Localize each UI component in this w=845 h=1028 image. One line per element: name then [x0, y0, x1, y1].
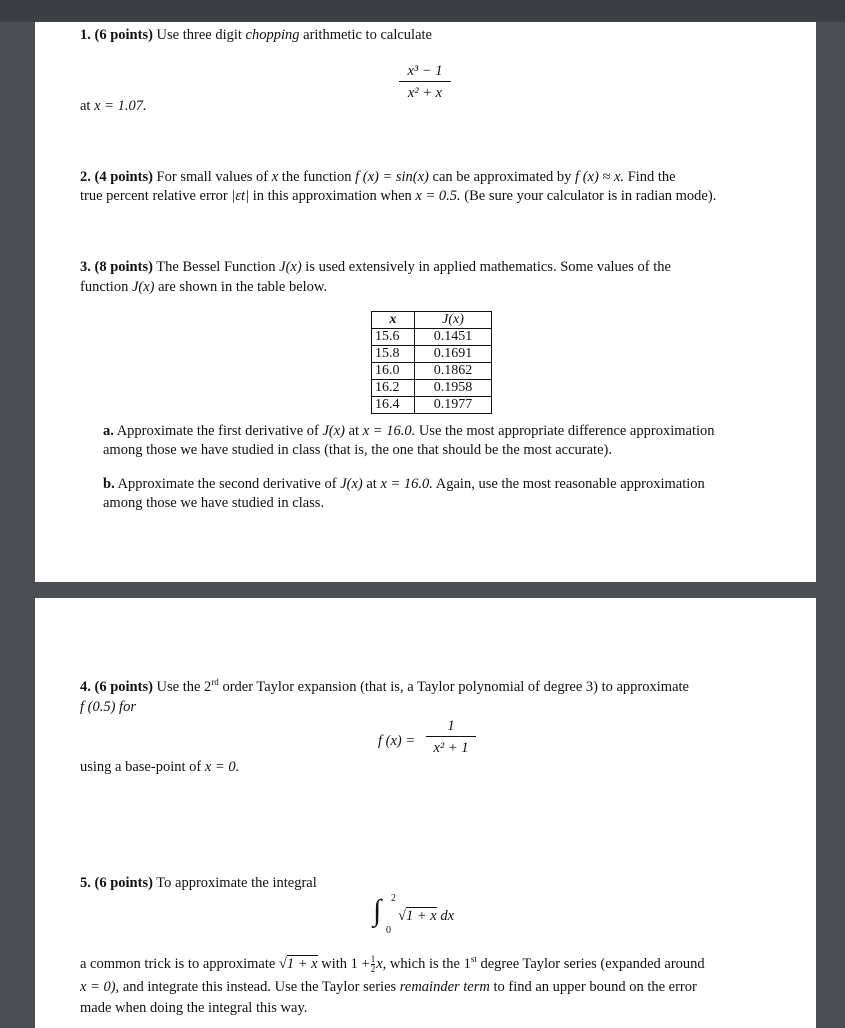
- bessel-header-j: J(x): [415, 312, 492, 329]
- sqrt-icon: √: [278, 956, 287, 972]
- question-3-line-1: [80, 258, 671, 276]
- q2-text-1f: f (x) ≈ x.: [575, 169, 625, 185]
- q5-p-1f: which is the 1: [389, 956, 471, 972]
- q5-p-1d: with 1 +: [321, 956, 370, 972]
- q3b-text-1e: Again, use the most reasonable approximation: [435, 476, 705, 492]
- q3b-text-1b: J(x): [340, 476, 363, 492]
- q5-p-sup: st: [470, 954, 477, 965]
- table-row: [372, 363, 492, 380]
- q2-text-2a: true percent relative error: [80, 188, 228, 204]
- q3a-line-2: among those we have studied in class (that is, the one that should be the most accurate).: [103, 442, 612, 458]
- q3-text-2c: are shown in the table below.: [158, 279, 328, 295]
- q2-text-1d: f (x) = sin(x): [355, 169, 429, 185]
- q3b-line-1: [103, 475, 705, 493]
- q5-p-1a: a common trick is to approximate: [80, 956, 276, 972]
- q4-fraction: [426, 717, 476, 757]
- table-cell-x: 16.4: [372, 397, 415, 414]
- q5-p-2d: to find an upper bound on the error: [493, 979, 697, 995]
- q3-text-2b: J(x): [131, 279, 155, 295]
- q4-base-b: x = 0.: [204, 759, 240, 775]
- q4-line-2: f (0.5) for: [80, 699, 136, 715]
- q4-text-1b: order Taylor expansion (that is, a Taylor polynomial of degree 3) to approximate: [222, 679, 689, 695]
- q4-denominator: x² + 1: [433, 740, 469, 756]
- table-cell-j: 0.1691: [415, 346, 492, 363]
- table-cell-j: 0.1958: [415, 380, 492, 397]
- q1-text-b: chopping: [245, 27, 300, 43]
- sqrt-icon: √: [398, 908, 406, 924]
- q1-fraction-bar: [399, 81, 451, 82]
- q5-points: (6 points): [94, 875, 153, 891]
- q5-number: 5.: [80, 875, 91, 891]
- q2-text-2b: |εt|: [231, 188, 250, 204]
- q3a-text-1d: x = 16.0.: [362, 423, 416, 439]
- q2-text-1e: can be approximated by: [432, 169, 572, 185]
- q5-p-2c: remainder term: [399, 979, 490, 995]
- integral-upper-limit: 2: [391, 893, 396, 904]
- q2-text-1b: x: [271, 169, 279, 185]
- table-cell-x: 15.6: [372, 329, 415, 346]
- q3a-label: a.: [103, 423, 114, 439]
- q1-denominator: x² + x: [407, 85, 443, 101]
- q1-points: (6 points): [94, 27, 153, 43]
- question-2-line-2: [80, 187, 716, 205]
- q3-text-2a: function: [80, 279, 129, 295]
- q3-text-1c: is used extensively in applied mathematics. Some values of the: [305, 259, 671, 275]
- q5-integrand: [398, 907, 454, 925]
- table-cell-x: 16.0: [372, 363, 415, 380]
- question-5-line-1: [80, 874, 317, 892]
- q4-number: 4.: [80, 679, 91, 695]
- q3b-text-1a: Approximate the second derivative of: [117, 476, 337, 492]
- bessel-table-header: [372, 312, 492, 329]
- document-page-2: [35, 598, 816, 1028]
- viewer-top-bar: [0, 0, 845, 22]
- question-4-line-1: [80, 678, 689, 696]
- q2-text-1c: the function: [281, 169, 352, 185]
- q3-text-1b: J(x): [279, 259, 302, 275]
- q3a-text-1b: J(x): [322, 423, 345, 439]
- q4-text-1a: Use the 2: [156, 679, 212, 695]
- q5-radicand: 1 + x: [405, 908, 437, 924]
- q3b-line-2: among those we have studied in class.: [103, 495, 325, 511]
- q5-p-1e: x,: [376, 956, 387, 972]
- q3b-label: b.: [103, 476, 115, 492]
- q5-paragraph-line-1: [80, 955, 705, 974]
- q3a-text-1c: at: [348, 423, 360, 439]
- q5-half-num: 1: [370, 954, 376, 965]
- q4-text-sup: rd: [211, 677, 219, 688]
- q2-text-1g: Find the: [627, 169, 676, 185]
- q5-paragraph-line-2: [80, 978, 697, 996]
- table-cell-x: 15.8: [372, 346, 415, 363]
- table-row: [372, 380, 492, 397]
- q1-at-line: [80, 97, 147, 115]
- table-cell-j: 0.1977: [415, 397, 492, 414]
- q3a-text-1a: Approximate the first derivative of: [116, 423, 319, 439]
- q1-at-label: at: [80, 98, 91, 114]
- q5-p-2b: and integrate this instead. Use the Taylor series: [122, 979, 397, 995]
- q2-text-1a: For small values of: [156, 169, 269, 185]
- document-page-1: [35, 22, 816, 582]
- q5-p-1g: degree Taylor series (expanded around: [480, 956, 705, 972]
- integral-sign: ∫: [373, 894, 382, 927]
- q1-at-expr: x = 1.07.: [94, 98, 147, 114]
- integral-lower-limit: 0: [386, 925, 391, 936]
- q5-half-den: 2: [370, 964, 376, 975]
- table-row: [372, 329, 492, 346]
- q3-points: (8 points): [94, 259, 153, 275]
- q2-number: 2.: [80, 169, 91, 185]
- table-row: [372, 397, 492, 414]
- q4-numerator: 1: [447, 718, 455, 734]
- q1-fraction: [399, 62, 451, 102]
- q4-fx-label: f (x) =: [378, 733, 416, 749]
- bessel-table: [371, 311, 492, 414]
- q3b-text-1d: x = 16.0.: [380, 476, 433, 492]
- q2-text-2e: (Be sure your calculator is in radian mode).: [464, 188, 717, 204]
- question-3-line-2: [80, 278, 327, 296]
- q1-number: 1.: [80, 27, 91, 43]
- q1-text-c: arithmetic to calculate: [303, 27, 432, 43]
- bessel-header-x: x: [372, 312, 415, 329]
- table-cell-x: 16.2: [372, 380, 415, 397]
- q5-p-2a: x = 0),: [80, 979, 120, 995]
- q4-points: (6 points): [94, 679, 153, 695]
- q5-dx: dx: [440, 908, 455, 924]
- q5-half-fraction: [371, 955, 376, 974]
- q2-text-2c: in this approximation when: [252, 188, 412, 204]
- q5-p-1c: 1 + x: [286, 956, 318, 972]
- q3b-text-1c: at: [366, 476, 377, 492]
- q4-base-line: [80, 758, 239, 776]
- q3-text-1a: The Bessel Function: [156, 259, 276, 275]
- q3a-text-1e: Use the most appropriate difference approximation: [418, 423, 715, 439]
- q4-fraction-bar: [426, 736, 476, 737]
- q2-text-2d: x = 0.5.: [415, 188, 461, 204]
- q4-base-a: using a base-point of: [80, 759, 202, 775]
- table-cell-j: 0.1451: [415, 329, 492, 346]
- q5-text-1: To approximate the integral: [156, 875, 317, 891]
- table-cell-j: 0.1862: [415, 363, 492, 380]
- question-1-line: [80, 26, 432, 44]
- q3a-line-1: [103, 422, 715, 440]
- q1-text-a: Use three digit: [156, 27, 242, 43]
- q5-paragraph-line-3: made when doing the integral this way.: [80, 1000, 308, 1016]
- q1-numerator: x³ − 1: [407, 63, 443, 79]
- table-row: [372, 346, 492, 363]
- question-2-line-1: [80, 168, 676, 186]
- q3-number: 3.: [80, 259, 91, 275]
- q2-points: (4 points): [94, 169, 153, 185]
